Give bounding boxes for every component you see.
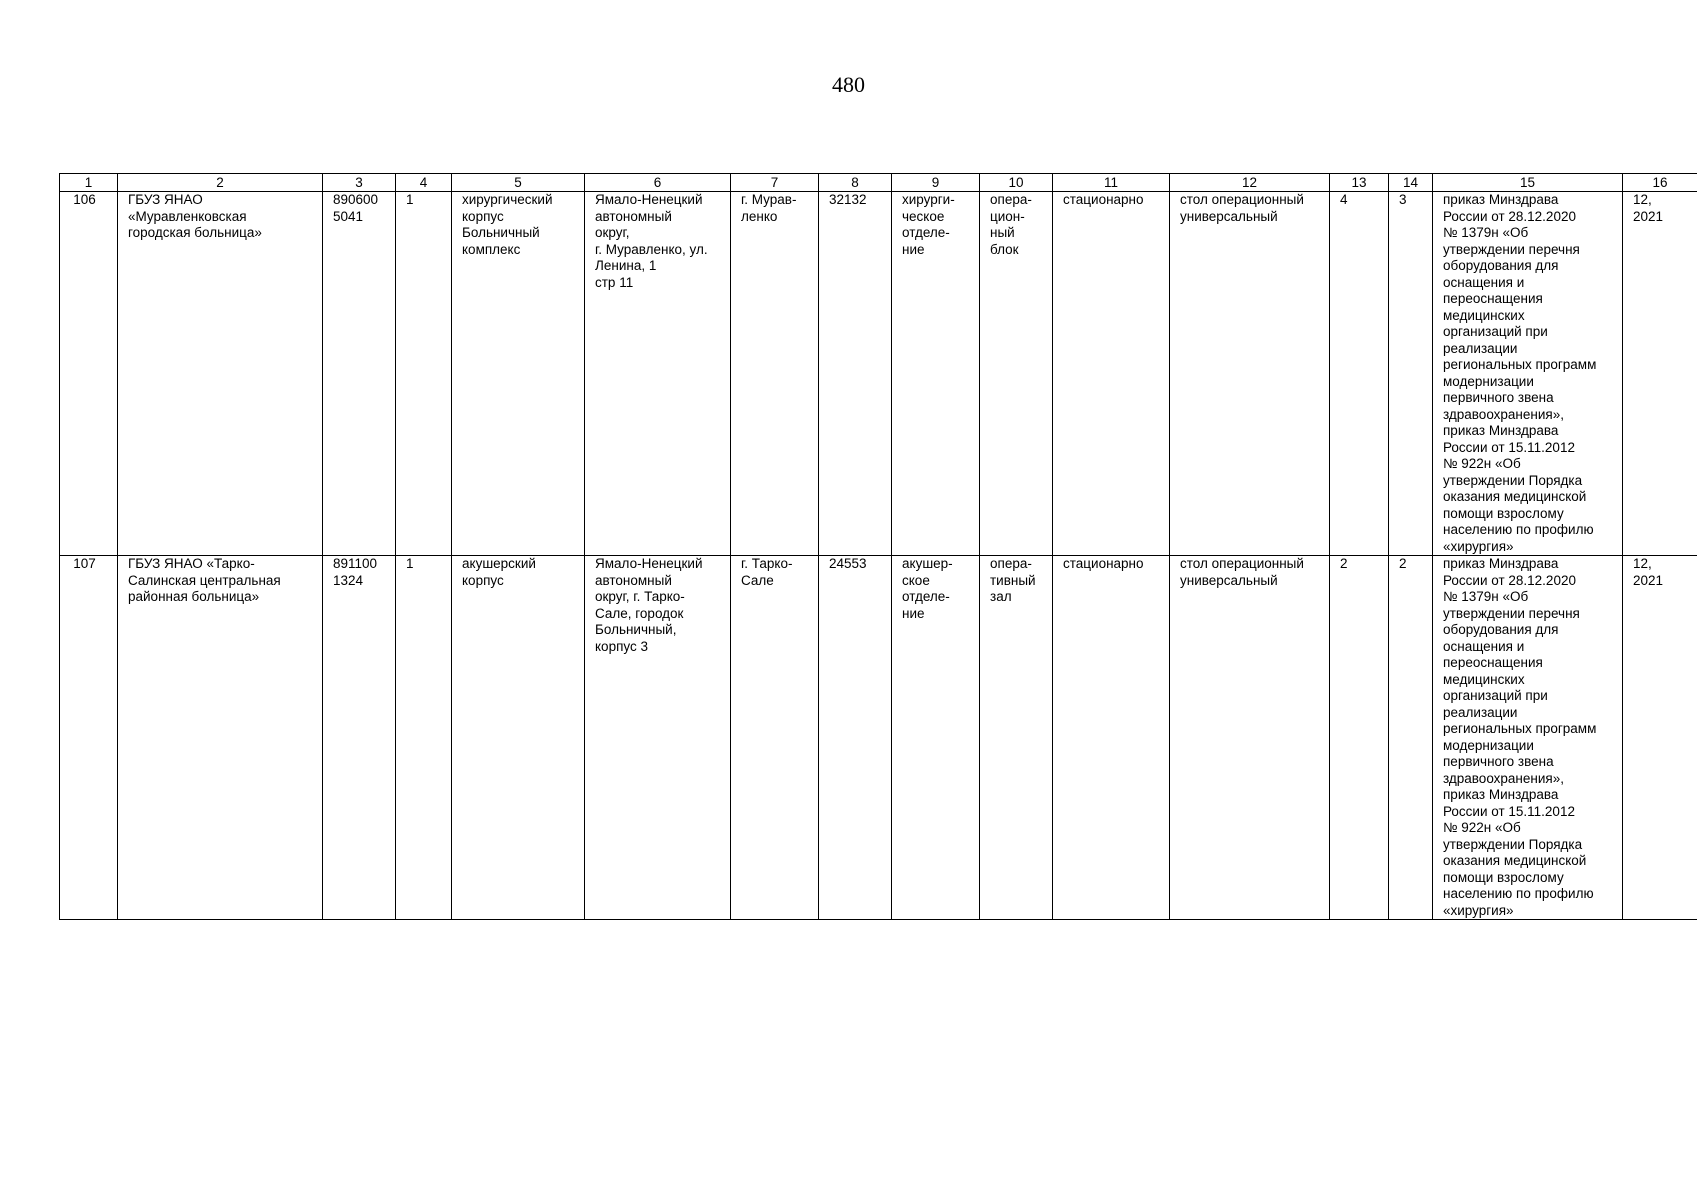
- department-cell: акушер- ское отделе- ние: [892, 556, 980, 920]
- regulation-cell: приказ Минздрава России от 28.12.2020 № 1379н «Об утверждении перечня оборудования для оснащения и переоснащения медицинских организаций при реализации региональных программ модернизации первичного звена здравоохранения», приказ Минздрава России от 15.11.2012 № 922н «Об утверждении Порядка оказания медицинской помощи взрослому населению по профилю «хирургия»: [1433, 556, 1623, 920]
- column-number: 13: [1330, 174, 1389, 192]
- column-number: 15: [1433, 174, 1623, 192]
- regulation-cell: приказ Минздрава России от 28.12.2020 № 1379н «Об утверждении перечня оборудования для оснащения и переоснащения медицинских организаций при реализации региональных программ модернизации первичного звена здравоохранения», приказ Минздрава России от 15.11.2012 № 922н «Об утверждении Порядка оказания медицинской помощи взрослому населению по профилю «хирургия»: [1433, 192, 1623, 556]
- column-number: 10: [980, 174, 1053, 192]
- city-cell: г. Мурав- ленко: [731, 192, 819, 556]
- quantity-cell: 2: [1330, 556, 1389, 920]
- quantity-cell: 4: [1330, 192, 1389, 556]
- organization-cell: ГБУЗ ЯНАО «Тарко- Салинская центральная районная больница»: [118, 556, 323, 920]
- building-cell: акушерский корпус: [452, 556, 585, 920]
- column-number: 2: [118, 174, 323, 192]
- organization-cell: ГБУЗ ЯНАО «Муравленковская городская больница»: [118, 192, 323, 556]
- column-number: 3: [323, 174, 396, 192]
- date-cell: 12, 2021: [1623, 556, 1697, 920]
- address-cell: Ямало-Ненецкий автономный округ, г. Муравленко, ул. Ленина, 1 стр 11: [585, 192, 731, 556]
- column-number: 16: [1623, 174, 1697, 192]
- column-number: 11: [1053, 174, 1170, 192]
- equipment-cell: стол операционный универсальный: [1170, 192, 1330, 556]
- quantity-cell: 3: [1389, 192, 1433, 556]
- unit-cell: опера- тивный зал: [980, 556, 1053, 920]
- city-cell: г. Тарко- Сале: [731, 556, 819, 920]
- code-cell: 890600 5041: [323, 192, 396, 556]
- row-number-cell: 107: [60, 556, 118, 920]
- unit-cell: опера- цион- ный блок: [980, 192, 1053, 556]
- column-number: 8: [819, 174, 892, 192]
- column-number: 6: [585, 174, 731, 192]
- address-cell: Ямало-Ненецкий автономный округ, г. Тарко- Сале, городок Больничный, корпус 3: [585, 556, 731, 920]
- row-number-cell: 106: [60, 192, 118, 556]
- date-cell: 12, 2021: [1623, 192, 1697, 556]
- column-number-row: [60, 174, 1697, 192]
- population-cell: 24553: [819, 556, 892, 920]
- population-cell: 32132: [819, 192, 892, 556]
- column-number: 9: [892, 174, 980, 192]
- column-number: 12: [1170, 174, 1330, 192]
- equipment-cell: стол операционный универсальный: [1170, 556, 1330, 920]
- count-cell: 1: [396, 556, 452, 920]
- table-row: [60, 192, 1697, 556]
- page-number: 480: [832, 72, 865, 97]
- column-number: 7: [731, 174, 819, 192]
- column-number: 14: [1389, 174, 1433, 192]
- table-row: [60, 556, 1697, 920]
- department-cell: хирурги- ческое отделе- ние: [892, 192, 980, 556]
- column-number: 1: [60, 174, 118, 192]
- quantity-cell: 2: [1389, 556, 1433, 920]
- building-cell: хирургический корпус Больничный комплекс: [452, 192, 585, 556]
- care-type-cell: стационарно: [1053, 192, 1170, 556]
- code-cell: 891100 1324: [323, 556, 396, 920]
- column-number: 5: [452, 174, 585, 192]
- register-table: [59, 173, 1697, 920]
- column-number: 4: [396, 174, 452, 192]
- count-cell: 1: [396, 192, 452, 556]
- care-type-cell: стационарно: [1053, 556, 1170, 920]
